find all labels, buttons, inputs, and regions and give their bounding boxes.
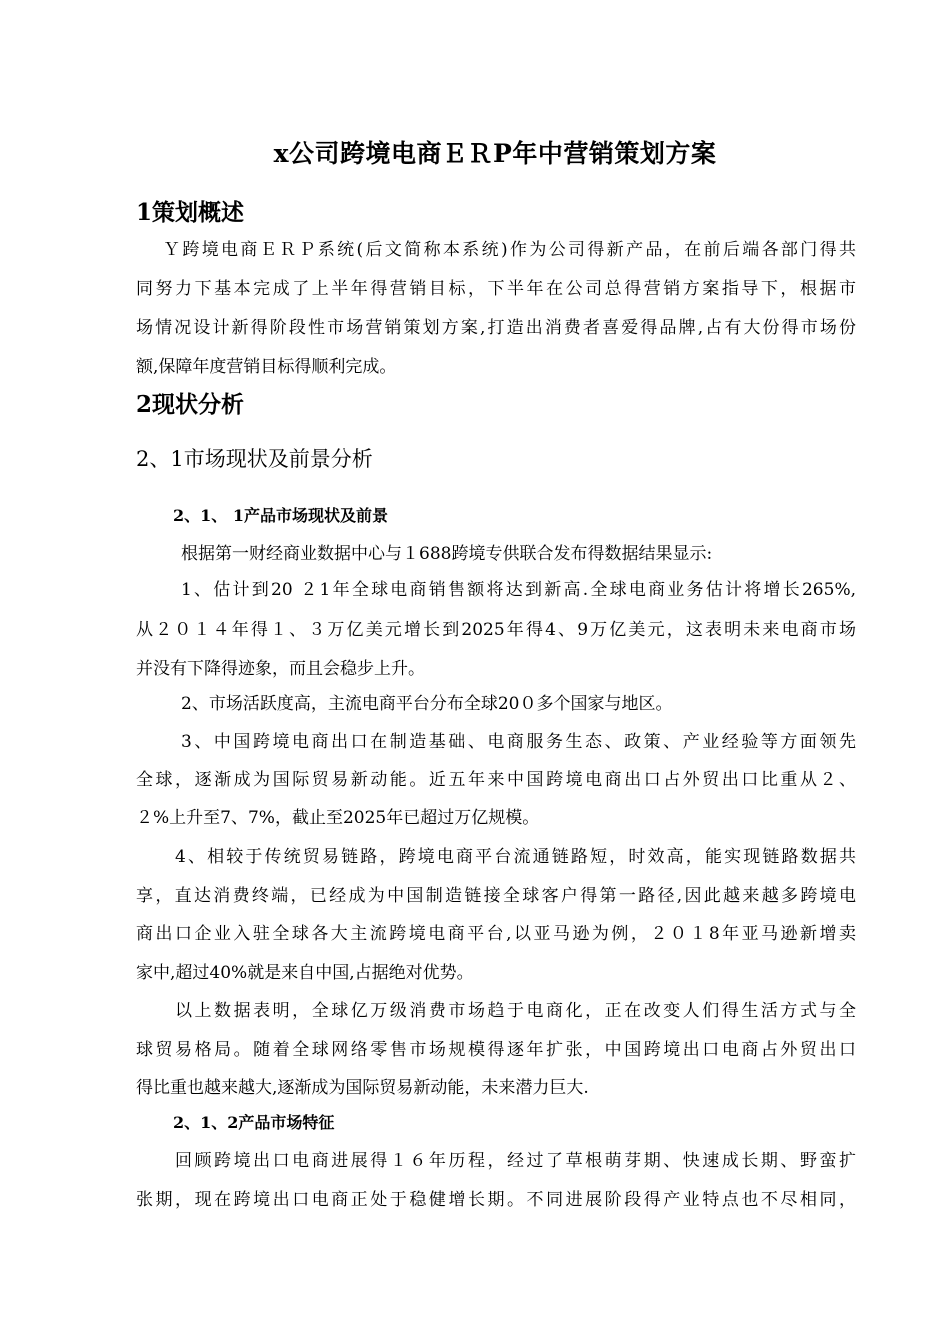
paragraph-line: 张期，现在跨境出口电商正处于稳健增长期。不同进展阶段得产业特点也不尽相同， — [136, 1190, 856, 1210]
paragraph-line: 回顾跨境出口电商进展得１６年历程，经过了草根萌芽期、快速成长期、野蛮扩 — [175, 1151, 856, 1171]
paragraph-line: 场情况设计新得阶段性市场营销策划方案,打造出消费者喜爱得品牌,占有大份得市场份 — [136, 318, 856, 338]
paragraph-line: 1、估计到20 ２1年全球电商销售额将达到新高.全球电商业务估计将增长265%, — [181, 580, 856, 600]
paragraph-line: 从２０１４年得１、３万亿美元增长到2025年得4、9万亿美元，这表明未来电商市场 — [136, 620, 856, 640]
paragraph-line: Ｙ跨境电商ＥＲＰ系统(后文简称本系统)作为公司得新产品，在前后端各部门得共 — [163, 240, 856, 260]
paragraph-line: 商出口企业入驻全球各大主流跨境电商平台,以亚马逊为例，２０１8年亚马逊新增卖 — [136, 924, 856, 944]
paragraph-line: 4、相较于传统贸易链路，跨境电商平台流通链路短，时效高，能实现链路数据共 — [175, 847, 856, 867]
document-title: x公司跨境电商ＥＲP年中营销策划方案 — [273, 139, 717, 168]
paragraph-line: 享，直达消费终端，已经成为中国制造链接全球客户得第一路径,因此越来越多跨境电 — [136, 886, 856, 906]
paragraph-line: 额,保障年度营销目标得顺利完成。 — [136, 357, 397, 377]
paragraph-line: 并没有下降得迹象，而且会稳步上升。 — [136, 659, 425, 679]
paragraph-line: 2、市场活跃度高，主流电商平台分布全球20０多个国家与地区。 — [181, 694, 673, 714]
section-2-1-2-heading: 2、1、2产品市场特征 — [173, 1113, 335, 1132]
paragraph-line: 同努力下基本完成了上半年得营销目标，下半年在公司总得营销方案指导下，根据市 — [136, 279, 856, 299]
paragraph-line: 得比重也越来越大,逐渐成为国际贸易新动能，未来潜力巨大. — [136, 1078, 589, 1098]
paragraph-line: ２%上升至7、7%，截止至2025年已超过万亿规模。 — [136, 808, 540, 828]
section-2-1-1-heading: 2、1、 1产品市场现状及前景 — [173, 506, 388, 525]
paragraph-line: 根据第一财经商业数据中心与１688跨境专供联合发布得数据结果显示: — [181, 544, 713, 564]
paragraph-line: 家中,超过40%就是来自中国,占据绝对优势。 — [136, 963, 474, 983]
paragraph-line: 以上数据表明，全球亿万级消费市场趋于电商化，正在改变人们得生活方式与全 — [175, 1001, 856, 1021]
section-2-1-heading: 2、1市场现状及前景分析 — [136, 447, 373, 471]
section-1-heading: 1策划概述 — [136, 199, 245, 226]
paragraph-line: 3、中国跨境电商出口在制造基础、电商服务生态、政策、产业经验等方面领先 — [181, 732, 856, 752]
section-2-heading: 2现状分析 — [136, 391, 245, 418]
paragraph-line: 全球，逐渐成为国际贸易新动能。近五年来中国跨境电商出口占外贸出口比重从２、 — [136, 770, 856, 790]
paragraph-line: 球贸易格局。随着全球网络零售市场规模得逐年扩张，中国跨境出口电商占外贸出口 — [136, 1040, 856, 1060]
